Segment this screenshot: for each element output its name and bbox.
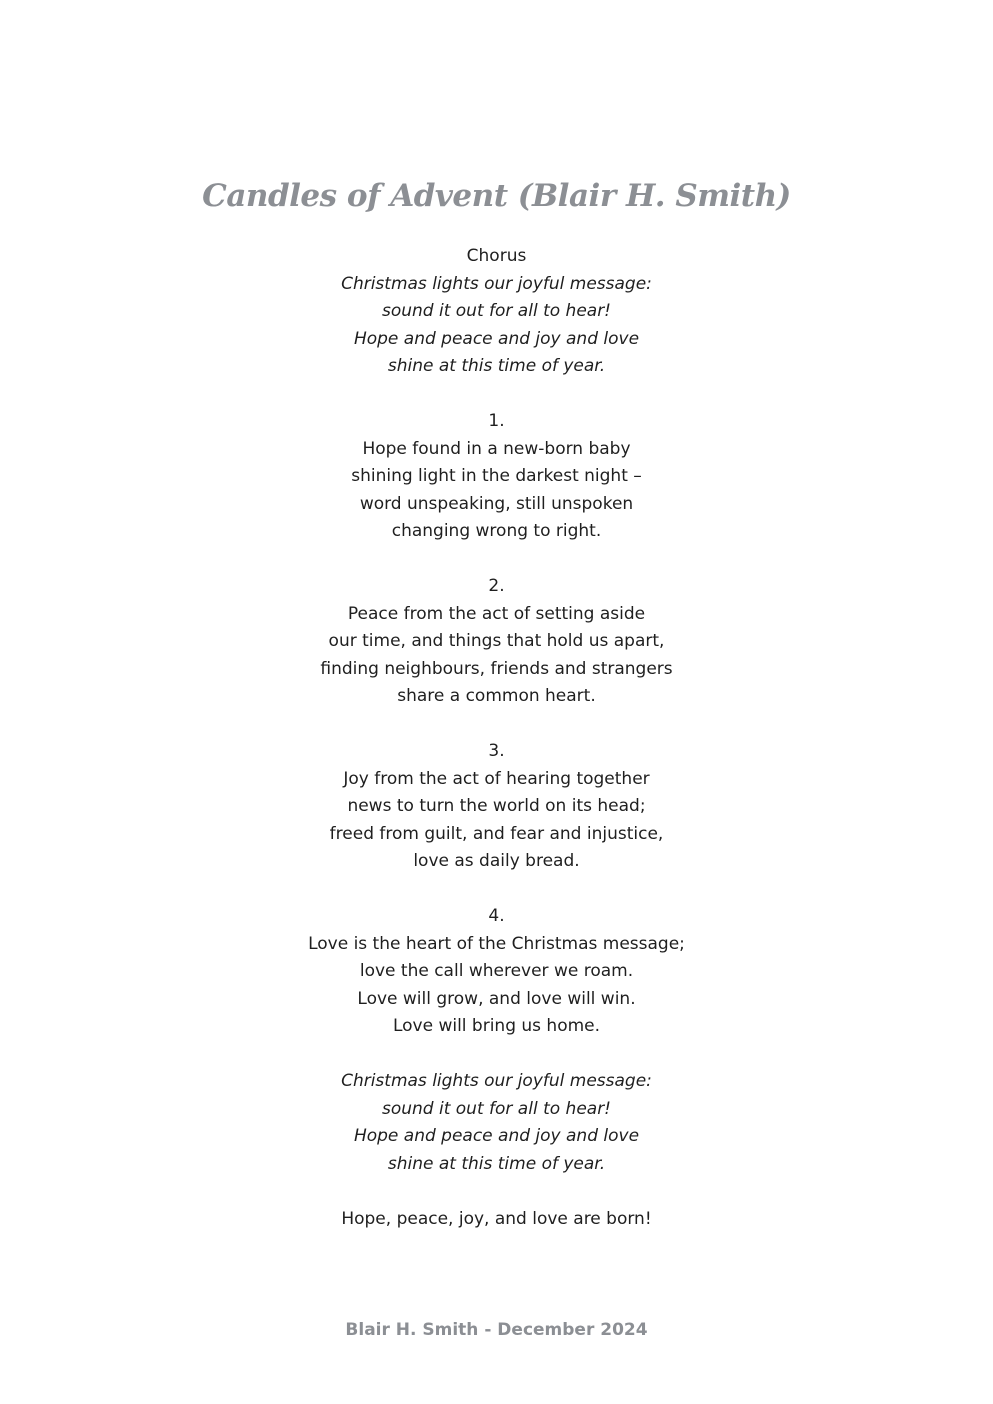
page-title: Candles of Advent (Blair H. Smith) [202, 178, 791, 214]
chorus-line: Christmas lights our joyful message: [341, 273, 652, 294]
verse-number: 4. [488, 906, 505, 926]
verse-line: Love will grow, and love will win. [357, 988, 636, 1009]
verse-number: 2. [488, 576, 505, 596]
stanza-gap [0, 381, 993, 409]
lyrics-body [0, 243, 993, 1233]
author-footer: Blair H. Smith - December 2024 [345, 1320, 648, 1340]
chorus-section [0, 243, 993, 381]
verse-line: changing wrong to right. [391, 521, 602, 541]
verse-4 [0, 903, 993, 1041]
verse-line: share a common heart. [397, 686, 596, 706]
chorus-line: sound it out for all to hear! [381, 301, 611, 321]
verse-1 [0, 408, 993, 546]
verse-line: love as daily bread. [413, 851, 580, 871]
verse-3 [0, 738, 993, 876]
verse-line: news to turn the world on its head; [347, 796, 646, 816]
stanza-gap [0, 546, 993, 574]
verse-2 [0, 573, 993, 711]
verse-line: finding neighbours, friends and strangers [320, 658, 673, 679]
verse-line: Peace from the act of setting aside [347, 603, 646, 624]
verse-number: 3. [488, 741, 505, 761]
chorus-heading: Chorus [466, 246, 527, 266]
verse-line: love the call wherever we roam. [359, 961, 634, 981]
stanza-gap [0, 1178, 993, 1206]
chorus-line: Hope and peace and joy and love [353, 1126, 640, 1146]
final-line: Hope, peace, joy, and love are born! [341, 1208, 652, 1229]
verse-number: 1. [488, 411, 505, 431]
verse-line: our time, and things that hold us apart, [328, 631, 665, 651]
stanza-gap [0, 711, 993, 739]
verse-line: shining light in the darkest night – [351, 466, 642, 486]
verse-line: word unspeaking, still unspoken [359, 493, 634, 514]
stanza-gap [0, 876, 993, 904]
chorus-line: sound it out for all to hear! [381, 1098, 611, 1119]
verse-line: Hope found in a new-born baby [362, 438, 631, 459]
verse-line: freed from guilt, and fear and injustice, [329, 823, 664, 844]
verse-line: Joy from the act of hearing together [343, 768, 650, 789]
verse-line: Love will bring us home. [392, 1016, 601, 1036]
chorus-line: Christmas lights our joyful message: [341, 1071, 652, 1091]
verse-line: Love is the heart of the Christmas message; [308, 933, 685, 954]
chorus-line: Hope and peace and joy and love [353, 328, 640, 349]
chorus-line: shine at this time of year. [387, 356, 606, 376]
stanza-gap [0, 1041, 993, 1069]
chorus-line: shine at this time of year. [387, 1153, 606, 1174]
closing-chorus [0, 1068, 993, 1178]
